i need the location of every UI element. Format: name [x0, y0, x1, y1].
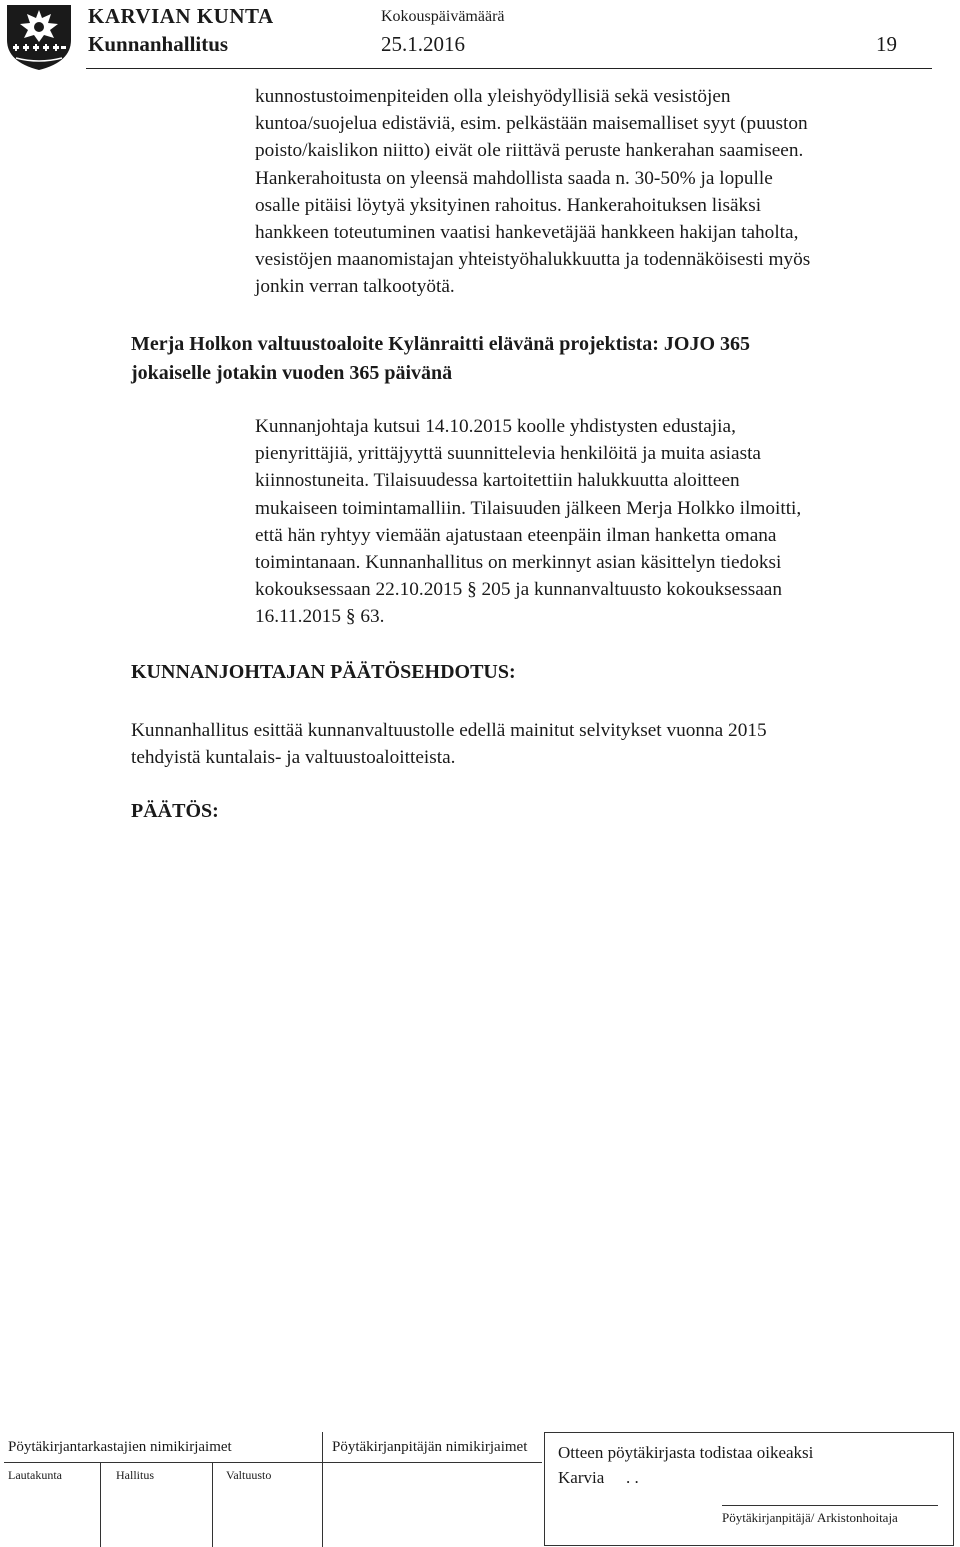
header-divider — [86, 68, 932, 69]
organization-name: KARVIAN KUNTA — [88, 4, 274, 28]
section-heading-initiative — [131, 330, 750, 387]
footer-col-board: Lautakunta — [8, 1468, 62, 1482]
text-line: Kunnanjohtaja kutsui 14.10.2015 koolle yhdistysten edustajia, — [255, 416, 736, 437]
footer-divider — [212, 1462, 213, 1547]
meeting-date: 25.1.2016 — [381, 32, 465, 56]
text-line: kiinnostuneita. Tilaisuudessa kartoitettiin halukkuutta aloitteen — [255, 470, 740, 492]
text-line: kokouksessaan 22.10.2015 § 205 ja kunnanvaltuusto kokouksessaan — [255, 579, 782, 601]
text-line: vesistöjen maanomistajan yhteistyöhalukkuutta ja todennäköisesti myös — [255, 249, 811, 271]
section-heading-proposal: KUNNANJOHTAJAN PÄÄTÖSEHDOTUS: — [131, 661, 516, 683]
karvia-coat-of-arms-icon — [4, 2, 74, 72]
signature-caption: Pöytäkirjanpitäjä/ Arkistonhoitaja — [722, 1510, 898, 1525]
footer-divider — [4, 1462, 542, 1463]
text-line: hankkeen toteutuminen vaatisi hankevetäjää hankkeen hakijan taholta, — [255, 221, 799, 243]
text-line: kuntoa/suojelua edistäviä, esim. pelkästään maisemalliset syyt (puuston — [255, 113, 808, 135]
text-line: että hän ryhtyy viemään ajatustaan eteenpäin ilman hanketta omana — [255, 524, 777, 546]
text-line: poisto/kaislikon niitto) eivät ole riittävä peruste hankerahan saamiseen. — [255, 140, 804, 162]
footer-col-council: Valtuusto — [226, 1468, 272, 1482]
inspectors-initials-title: Pöytäkirjantarkastajien nimikirjaimet — [8, 1439, 232, 1455]
text-line: Hankerahoitusta on yleensä mahdollista saada n. 30-50% ja lopulle — [255, 167, 773, 189]
text-line: kunnostustoimenpiteiden olla yleishyödyllisiä sekä vesistöjen — [255, 86, 731, 107]
meeting-date-label: Kokouspäivämäärä — [381, 8, 505, 25]
text-line: mukaiseen toimintamalliin. Tilaisuuden jälkeen Merja Holkko ilmoitti, — [255, 497, 802, 519]
text-line: Kunnanhallitus esittää kunnanvaltuustolle edellä mainitut selvitykset vuonna 2015 — [131, 720, 767, 741]
text-line: 16.11.2015 § 63. — [255, 606, 385, 628]
heading-line: jokaiselle jotakin vuoden 365 päivänä — [131, 361, 453, 384]
text-line: osalle pitäisi löytyä yksityinen rahoitus. Hankerahoituksen lisäksi — [255, 194, 762, 216]
text-line: tehdyistä kuntalais- ja valtuustoaloitteista. — [131, 747, 456, 769]
text-line: toimintanaan. Kunnanhallitus on merkinnyt asian käsittelyn tiedoksi — [255, 551, 782, 573]
certification-text: Otteen pöytäkirjasta todistaa oikeaksi — [558, 1443, 814, 1462]
keeper-initials-title: Pöytäkirjanpitäjän nimikirjaimet — [332, 1439, 528, 1455]
page-number: 19 — [876, 32, 897, 56]
signature-line — [722, 1505, 938, 1506]
footer-col-government: Hallitus — [116, 1468, 154, 1482]
text-line: jonkin verran talkootyötä. — [255, 276, 455, 298]
paragraph-proposal — [131, 717, 767, 771]
footer-divider — [322, 1432, 323, 1547]
certification-date-placeholder: . . — [626, 1468, 639, 1487]
board-name: Kunnanhallitus — [88, 32, 229, 56]
section-heading-decision: PÄÄTÖS: — [131, 800, 219, 822]
paragraph-project-funding — [255, 83, 810, 301]
footer-divider — [100, 1462, 101, 1547]
certification-place: Karvia — [558, 1468, 605, 1487]
heading-line: Merja Holkon valtuustoaloite Kylänraitti elävänä projektista: JOJO 365 — [131, 333, 751, 355]
paragraph-initiative-details — [255, 413, 801, 631]
text-line: pienyrittäjiä, yrittäjyyttä suunnittelevia henkilöitä ja muita asiasta — [255, 443, 761, 465]
